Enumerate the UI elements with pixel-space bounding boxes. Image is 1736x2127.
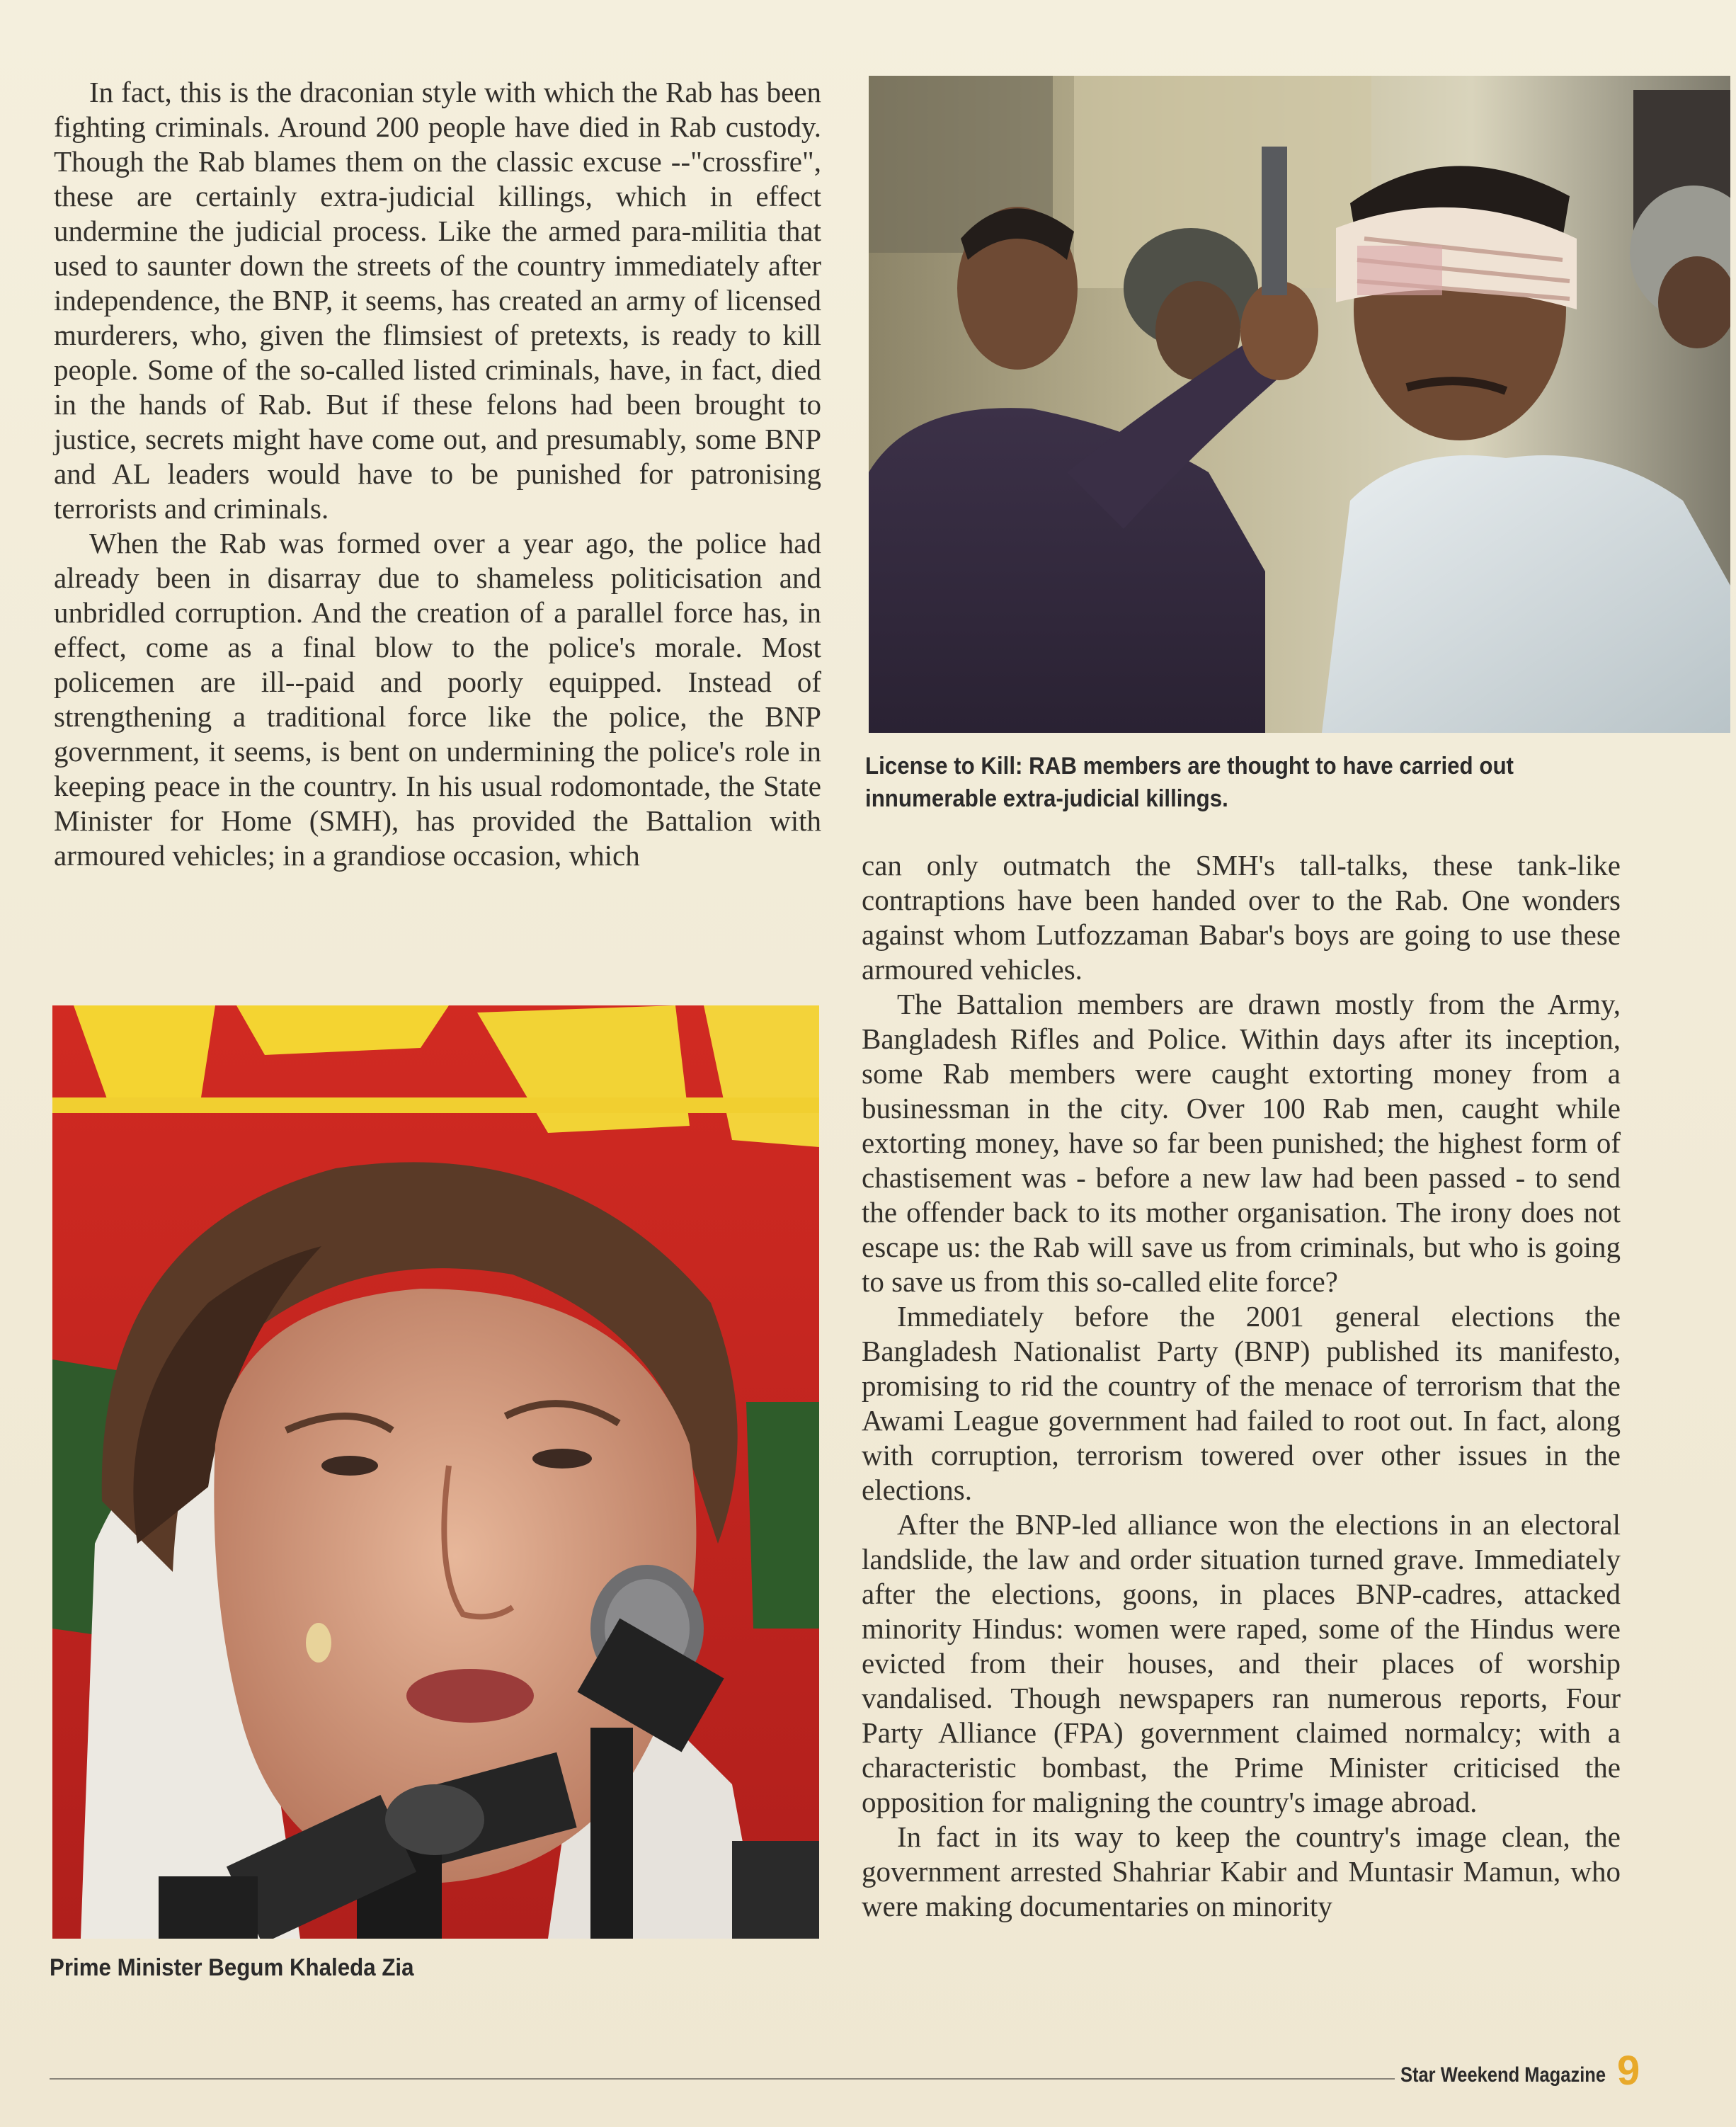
article-paragraph: When the Rab was formed over a year ago, the police had already been in disarray due to shameless politicisation and unbridled corruption. And the creation of a parallel force has, in effect, come as a final blow to the police's morale. Most policemen are ill--paid and poorly equipped. Instead of strengthening a traditional force like the police, the BNP government, it seems, is bent on undermining the police's role in keeping peace in the country. In his usual rodomontade, the State Minister for Home (SMH), has provided the Battalion with armoured vehicles; in a grandiose occasion, which: [54, 527, 821, 872]
rab-members-photo: [869, 76, 1730, 733]
prime-minister-photo-image: [52, 1005, 819, 1939]
article-paragraph: The Battalion members are drawn mostly from the Army, Bangladesh Rifles and Police. Within days after its inception, some Rab members were caught extorting money from a businessman in the city. Over 100 Rab men, caught while extorting money, have so far been punished; the highest form of chastisement was - before a new law had been passed - to send the offender back to its mother organisation. The irony does not escape us: the Rab will save us from criminals, but who is going to save us from this so-called elite force?: [862, 988, 1621, 1298]
article-paragraph: In fact, this is the draconian style with which the Rab has been fighting criminals. Around 200 people have died in Rab custody. Though the Rab blames them on the classic excuse --"crossfire", these are certainly extra-judicial killings, which in effect undermine the judicial process. Like the armed para-militia that used to saunter down the streets of the country immediately after independence, the BNP, it seems, has created an army of licensed murderers, who, given the flimsiest of pretexts, is ready to kill people. Some of the so-called listed criminals, have, in fact, died in the hands of Rab. But if these felons had been brought to justice, secrets might have come out, and presumably, some BNP and AL leaders would have to be punished for patronising terrorists and criminals.: [54, 76, 821, 525]
rab-members-photo-image: [869, 76, 1730, 733]
footer-rule: [50, 2078, 1395, 2080]
pm-photo-caption: Prime Minister Begum Khaleda Zia: [50, 1954, 414, 1981]
article-paragraph: can only outmatch the SMH's tall-talks, these tank-like contraptions have been handed over to the Rab. One wonders against whom Lutfozzaman Babar's boys are going to use these armoured vehicles.: [862, 849, 1621, 986]
magazine-name: Star Weekend Magazine: [1400, 2063, 1606, 2087]
article-paragraph: Immediately before the 2001 general elections the Bangladesh Nationalist Party (BNP) published its manifesto, promising to rid the country of the menace of terrorism that the Awami League government had failed to root out. In fact, along with corruption, terrorism towered over other issues in the elections.: [862, 1300, 1621, 1506]
prime-minister-photo: [52, 1005, 819, 1939]
article-paragraph: After the BNP-led alliance won the elections in an electoral landslide, the law and order situation turned grave. Immediately after the elections, goons, in places BNP-cadres, attacked minority Hindus: women were raped, some of the Hindus were evicted from their houses, and their places of worship vandalised. Though newspapers ran numerous reports, Four Party Alliance (FPA) government claimed normalcy; with a characteristic bombast, the Prime Minister criticised the opposition for maligning the country's image abroad.: [862, 1508, 1621, 1818]
article-paragraph: In fact in its way to keep the country's image clean, the government arrested Shahriar Kabir and Muntasir Mamun, who were making documentaries on minority: [862, 1820, 1621, 1922]
article-left-column: [54, 75, 821, 873]
page-number: 9: [1617, 2048, 1640, 2094]
article-right-column: [862, 848, 1621, 1924]
rab-photo-caption: License to Kill: RAB members are thought to have carried out innumerable extra-judicial killings.: [865, 753, 1514, 812]
